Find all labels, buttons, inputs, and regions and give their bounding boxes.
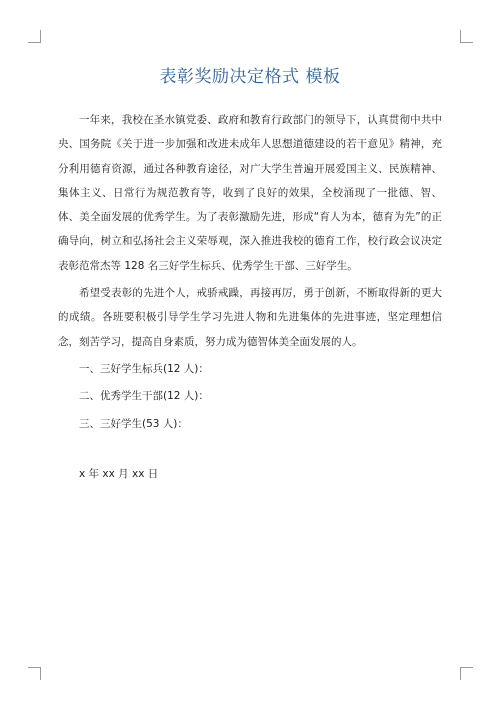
document-date: x 年 xx 月 xx 日 bbox=[79, 468, 159, 480]
page-corner-mark-top-left bbox=[28, 30, 41, 43]
award-list-item-3: 三、三好学生(53 人)： bbox=[79, 417, 188, 430]
award-list-item-1: 一、三好学生标兵(12 人)： bbox=[79, 362, 209, 375]
page-corner-mark-top-right bbox=[460, 30, 473, 43]
body-paragraph-2: 希望受表彰的先进个人，戒骄戒躁，再接再厉，勇于创新，不断取得新的更大的成绩。各班要积极引导学生学习先进人物和先进集体的先进事迹，坚定理想信念，刻苦学习，提高自身素质，努力成为德智体美全面发展的人。 bbox=[58, 287, 442, 348]
body-paragraph-1: 一年来，我校在圣水镇党委、政府和教育行政部门的领导下，认真贯彻中共中央、国务院《关于进一步加强和改进未成年人思想道德建设的若干意见》精神，充分利用德育资源，通过各种教育途径，对广大学生普遍开展爱国主义、民族精神、集体主义、日常行为规范教育等，收到了良好的效果，全校涌现了一批德、智、体、美全面发展的优秀学生。为了表彰激励先进，形成“育人为本，德育为先”的正确导向，树立和弘扬社会主义荣辱观，深入推进我校的德育工作，校行政会议决定表彰范常杰等 128 名三好学生标兵、优秀学生干部、三好学生。 bbox=[58, 114, 442, 272]
award-list-item-2: 二、优秀学生干部(12 人)： bbox=[79, 390, 209, 403]
document-body bbox=[58, 108, 442, 436]
document-title: 表彰奖励决定格式 模板 bbox=[159, 67, 341, 87]
page-corner-mark-bottom-left bbox=[28, 667, 41, 680]
page-corner-mark-bottom-right bbox=[460, 667, 473, 680]
